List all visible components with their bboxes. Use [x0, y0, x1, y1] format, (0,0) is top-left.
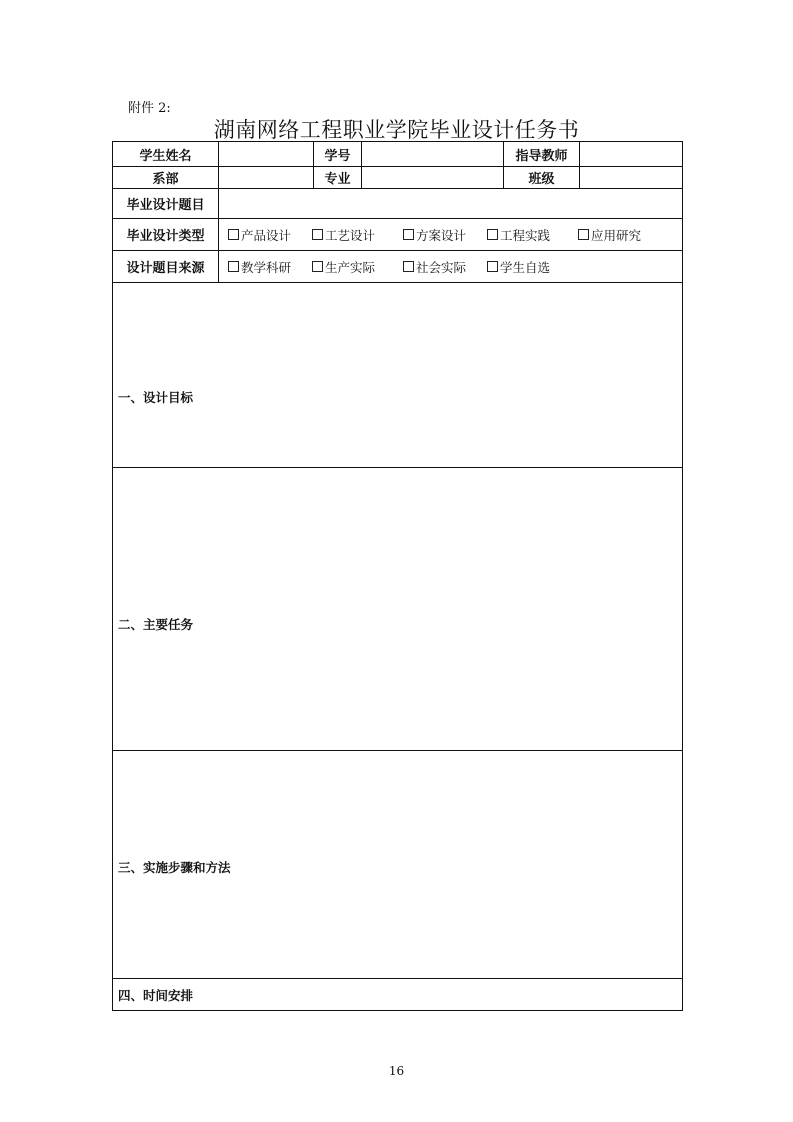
class-label: 班级 — [504, 167, 580, 189]
major-label: 专业 — [314, 167, 362, 189]
checkbox-icon[interactable] — [403, 229, 414, 240]
topic-source-label: 设计题目来源 — [113, 251, 219, 283]
topic-source-options — [219, 251, 683, 283]
department-label: 系部 — [113, 167, 219, 189]
design-type-option[interactable]: 产品设计 — [228, 226, 312, 244]
design-type-option[interactable]: 工艺设计 — [312, 226, 403, 244]
checkbox-icon[interactable] — [312, 229, 323, 240]
main-tasks-heading: 二、主要任务 — [118, 617, 194, 632]
student-id-label: 学号 — [314, 142, 362, 167]
checkbox-icon[interactable] — [228, 261, 239, 272]
design-type-option[interactable]: 工程实践 — [487, 226, 578, 244]
department-field[interactable] — [219, 167, 314, 189]
checkbox-icon[interactable] — [578, 229, 589, 240]
schedule-section[interactable] — [113, 979, 683, 1011]
student-name-label: 学生姓名 — [113, 142, 219, 167]
student-name-field[interactable] — [219, 142, 314, 167]
advisor-label: 指导教师 — [504, 142, 580, 167]
task-form-table — [112, 141, 683, 1011]
student-id-field[interactable] — [362, 142, 504, 167]
topic-field[interactable] — [219, 189, 683, 219]
checkbox-icon[interactable] — [228, 229, 239, 240]
topic-source-option[interactable]: 社会实际 — [403, 258, 487, 276]
design-type-options — [219, 219, 683, 251]
checkbox-icon[interactable] — [312, 261, 323, 272]
topic-source-option[interactable]: 教学科研 — [228, 258, 312, 276]
steps-methods-section[interactable] — [113, 751, 683, 979]
design-goal-section[interactable] — [113, 283, 683, 468]
checkbox-icon[interactable] — [487, 229, 498, 240]
topic-source-option[interactable]: 生产实际 — [312, 258, 403, 276]
design-type-option[interactable]: 应用研究 — [578, 226, 641, 244]
checkbox-icon[interactable] — [487, 261, 498, 272]
attachment-label: 附件 2: — [128, 101, 171, 116]
topic-label: 毕业设计题目 — [113, 189, 219, 219]
advisor-field[interactable] — [580, 142, 683, 167]
topic-source-option[interactable]: 学生自选 — [487, 258, 550, 276]
page-title: 湖南网络工程职业学院毕业设计任务书 — [213, 118, 580, 142]
page-number: 16 — [388, 1064, 405, 1078]
design-type-label: 毕业设计类型 — [113, 219, 219, 251]
steps-methods-heading: 三、实施步骤和方法 — [118, 859, 231, 875]
schedule-heading: 四、时间安排 — [118, 987, 194, 1003]
main-tasks-section[interactable] — [113, 468, 683, 751]
design-goal-heading: 一、设计目标 — [118, 389, 194, 405]
class-field[interactable] — [580, 167, 683, 189]
checkbox-icon[interactable] — [403, 261, 414, 272]
major-field[interactable] — [362, 167, 504, 189]
design-type-option[interactable]: 方案设计 — [403, 226, 487, 244]
